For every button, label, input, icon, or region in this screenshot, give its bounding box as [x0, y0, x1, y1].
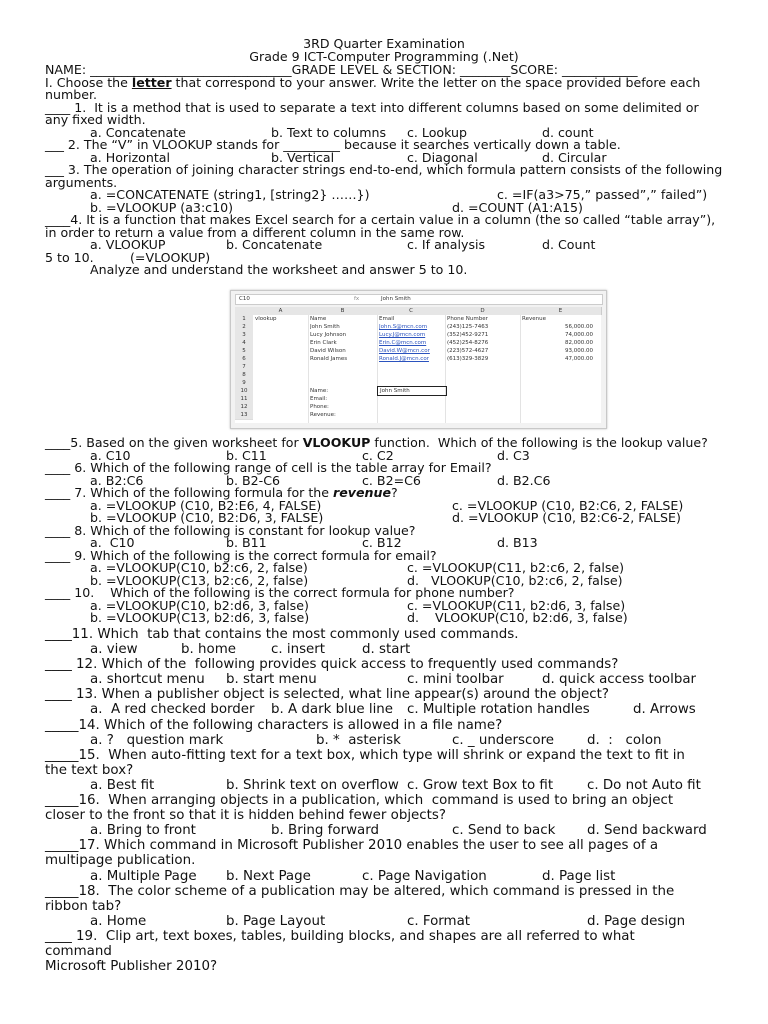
option-c: c. =VLOOKUP(C11, b2:d6, 3, false): [407, 597, 626, 613]
question-18: [45, 884, 725, 929]
row-number: 5: [235, 347, 253, 356]
section-range: [45, 249, 725, 265]
question-17: [45, 838, 725, 883]
question-text: ____ 7. Which of the following formula for the revenue?: [45, 485, 398, 500]
data-cell: (613)329-3829: [447, 356, 489, 362]
option-a: a. Bring to front: [90, 823, 196, 839]
option-a: a. Home: [90, 913, 147, 929]
question-text: command: [45, 943, 112, 959]
email-cell: Ronald.J@mcn.cor: [379, 356, 429, 362]
row-number: 13: [235, 411, 253, 420]
name-line: NAME: ________________________________GRADE LEVEL & SECTION: ________SCORE: ____________: [45, 62, 638, 77]
selected-cell-c10[interactable]: John Smith: [377, 386, 447, 396]
option-a: a. =VLOOKUP(C10, b2:d6, 3, false): [90, 597, 309, 613]
data-cell: (352)452-9271: [447, 332, 489, 338]
option-c: c. Page Navigation: [362, 868, 487, 884]
option-c: c. _ underscore: [452, 732, 555, 748]
option-d: d. VLOOKUP(C10, b2:d6, 3, false): [407, 610, 628, 625]
email-cell: David.W@mcn.cor: [379, 348, 430, 354]
option-d: d. count: [542, 124, 594, 140]
question-10: [45, 587, 725, 625]
question-16: [45, 793, 725, 838]
worksheet-instruction: Analyze and understand the worksheet and answer 5 to 10.: [90, 262, 468, 277]
question-text: ____ 1. It is a method that is used to separate a text into different columns based on some delimited or: [45, 99, 699, 115]
formula-value: John Smith: [381, 296, 411, 302]
exam-subtitle: Grade 9 ICT-Computer Programming (.Net): [249, 49, 519, 64]
question-1: [45, 99, 725, 140]
column-header: A: [253, 307, 309, 315]
email-cell: John.S@mcn.com: [379, 324, 428, 330]
option-a: a. VLOOKUP: [90, 237, 166, 252]
option-a: a. =VLOOKUP (C10, B2:E6, 4, FALSE): [90, 497, 322, 513]
data-cell: Lucy Johnson: [310, 332, 347, 338]
data-cell: (243)125-7463: [447, 324, 489, 330]
name-box: C10: [239, 296, 250, 302]
function-label: (=VLOOKUP): [130, 249, 211, 265]
option-b: b. start menu: [226, 672, 317, 688]
row-number: 11: [235, 395, 253, 404]
question-text: Microsoft Publisher 2010?: [45, 959, 218, 975]
question-4: [45, 214, 725, 252]
data-cell: 56,000.00: [565, 324, 593, 330]
question-text: ___ 3. The operation of joining character strings end-to-end, which formula pattern consists of the following: [45, 162, 723, 177]
exam-body-3: [45, 627, 725, 974]
option-b: b. Bring forward: [271, 823, 380, 839]
option-d: d. Circular: [542, 149, 607, 165]
email-cell: Lucy.J@mcn.com: [379, 332, 426, 338]
option-b: b. Vertical: [271, 149, 335, 165]
question-2: [45, 139, 725, 164]
data-cell: 47,000.00: [565, 356, 593, 362]
option-a: a. C10: [90, 447, 131, 463]
option-b: b. B11: [226, 535, 267, 550]
question-text: ____ 12. Which of the following provides quick access to frequently used commands?: [45, 657, 619, 673]
question-8: [45, 522, 725, 550]
option-c: c. If analysis: [407, 237, 486, 252]
option-c: c. Format: [407, 913, 471, 929]
data-cell: (223)572-4627: [447, 348, 489, 354]
question-12: [45, 657, 725, 687]
option-c: c. Diagonal: [407, 149, 478, 165]
question-text: _____16. When arranging objects in a publication, which command is used to bring an object: [45, 793, 674, 809]
header-cell: Email: [379, 316, 395, 322]
option-a: a. Multiple Page: [90, 868, 197, 884]
question-text: ____ 10. Which of the following is the correct formula for phone number?: [45, 585, 515, 600]
option-c: c. insert: [271, 642, 326, 658]
row-number: 4: [235, 339, 253, 348]
instructions: I. Choose the letter that correspond to your answer. Write the letter on the space provided before each: [45, 74, 701, 90]
option-a: a. C10: [90, 535, 135, 550]
question-11: [45, 627, 725, 657]
question-text: in order to return a value from a different column in the same row.: [45, 224, 465, 240]
worksheet-grid: [235, 307, 601, 423]
option-c: c. Grow text Box to fit: [407, 777, 554, 793]
header-cell: Phone Number: [447, 316, 488, 322]
option-a: a. B2:C6: [90, 472, 144, 488]
column-header: D: [445, 307, 521, 315]
question-text: _____17. Which command in Microsoft Publisher 2010 enables the user to see all pages of a: [45, 838, 659, 854]
option-b: b. Shrink text on overflow: [226, 777, 399, 793]
row-number: 3: [235, 331, 253, 340]
question-13: [45, 687, 725, 717]
option-d: d. B13: [497, 535, 538, 550]
question-text: ____ 13. When a publisher object is selected, what line appear(s) around the object?: [45, 687, 610, 703]
option-c: c. =IF(a3>75,” passed”,” failed”): [497, 187, 708, 202]
option-c: c. mini toolbar: [407, 672, 504, 688]
option-b: b. Next Page: [226, 868, 311, 884]
cell-a1: vlookup: [255, 316, 277, 322]
question-14: [45, 718, 725, 748]
question-5: [45, 437, 725, 462]
row-number: 9: [235, 379, 253, 388]
column-header: C: [377, 307, 446, 315]
question-text: ____4. It is a function that makes Excel search for a certain value in a column (the so called “table array”),: [45, 212, 716, 227]
option-b: b. Page Layout: [226, 913, 326, 929]
option-c: c. =VLOOKUP (C10, B2:C6, 2, FALSE): [452, 497, 684, 513]
option-a: a. A red checked border: [90, 702, 255, 718]
option-d: d. Page list: [542, 868, 616, 884]
question-text: ____ 8. Which of the following is constant for lookup value?: [45, 522, 416, 538]
formula-bar: [235, 294, 603, 305]
option-d: d. VLOOKUP(C10, b2:c6, 2, false): [407, 572, 623, 588]
column-header: E: [520, 307, 602, 315]
fx-icon: fx: [354, 296, 360, 302]
option-d: d. Send backward: [587, 823, 707, 839]
question-6: [45, 462, 725, 487]
option-a: a. =VLOOKUP(C10, b2:c6, 2, false): [90, 560, 308, 575]
option-c: c. B12: [362, 535, 402, 550]
row-number: 8: [235, 371, 253, 380]
question-19: [45, 929, 725, 974]
option-b: b. home: [181, 642, 236, 658]
option-d: c. Do not Auto fit: [587, 777, 701, 793]
option-c: c. =VLOOKUP(C11, b2:c6, 2, false): [407, 560, 625, 575]
header-cell: Revenue: [522, 316, 546, 322]
option-b: b. C11: [226, 447, 267, 463]
question-text: ____5. Based on the given worksheet for VLOOKUP function. Which of the following is the lookup value?: [45, 435, 708, 450]
question-text: _____18. The color scheme of a publication may be altered, which command is pressed in the: [45, 883, 675, 899]
option-a: a. =CONCATENATE (string1, [string2} ……}): [90, 187, 370, 202]
data-cell: Ronald James: [310, 356, 348, 362]
label-cell: Phone:: [310, 404, 329, 410]
option-b: b. Concatenate: [226, 237, 323, 252]
question-9: [45, 547, 725, 588]
option-b: b. Text to columns: [271, 124, 387, 140]
option-a: a. Concatenate: [90, 124, 186, 140]
option-c: c. Send to back: [452, 823, 556, 839]
question-text: multipage publication.: [45, 853, 196, 869]
option-c: c. C2: [362, 447, 394, 463]
question-text: ____ 9. Which of the following is the correct formula for email?: [45, 547, 437, 563]
question-text: ____11. Which tab that contains the most commonly used commands.: [45, 627, 519, 642]
option-d: d. Page design: [587, 913, 686, 929]
row-number: 6: [235, 355, 253, 364]
data-cell: 74,000.00: [565, 332, 593, 338]
option-b: b. =VLOOKUP(C13, b2:c6, 2, false): [90, 572, 309, 588]
label-cell: Name:: [310, 388, 329, 394]
question-7: [45, 487, 725, 525]
option-c: c. B2=C6: [362, 472, 421, 488]
row-number: 1: [235, 315, 253, 324]
option-c: c. Multiple rotation handles: [407, 702, 590, 718]
question-text: ____ 19. Clip art, text boxes, tables, building blocks, and shapes are all referred to what: [45, 928, 635, 944]
option-d: d. =COUNT (A1:A15): [452, 199, 583, 215]
option-b: b. A dark blue line: [271, 702, 394, 718]
label-cell: Revenue:: [310, 412, 336, 418]
row-number: 10: [235, 387, 253, 396]
instructions-cont: number.: [45, 87, 97, 102]
range-label: 5 to 10.: [45, 249, 94, 265]
worksheet-image: [230, 290, 607, 429]
option-b: b. =VLOOKUP(C13, b2:d6, 3, false): [90, 610, 310, 625]
option-a: a. Best fit: [90, 777, 155, 793]
row-number: 2: [235, 323, 253, 332]
row-number: 12: [235, 403, 253, 412]
email-cell: Erin.C@mcn.com: [379, 340, 427, 346]
question-text: _____14. Which of the following characters is allowed in a file name?: [45, 717, 503, 733]
option-b: b. =VLOOKUP (C10, B2:D6, 3, FALSE): [90, 510, 324, 525]
data-cell: Erin Clark: [310, 340, 337, 346]
question-text: ____ 6. Which of the following range of cell is the table array for Email?: [45, 460, 492, 475]
data-cell: 82,000.00: [565, 340, 593, 346]
question-text: ribbon tab?: [45, 898, 122, 914]
data-cell: John Smith: [310, 324, 340, 330]
column-header: B: [308, 307, 378, 315]
option-d: d. C3: [497, 447, 530, 463]
header-cell: Name: [310, 316, 327, 322]
question-15: [45, 748, 725, 793]
option-a: a. ? question mark: [90, 732, 224, 748]
option-b: b. B2-C6: [226, 472, 281, 488]
option-a: a. Horizontal: [90, 149, 171, 165]
data-cell: (452)254-8276: [447, 340, 489, 346]
exam-body-2: [45, 437, 725, 625]
option-d: d. Count: [542, 237, 596, 252]
question-text: arguments.: [45, 174, 118, 190]
option-d: d. start: [362, 642, 411, 658]
question-text: the text box?: [45, 762, 134, 778]
row-number: 7: [235, 363, 253, 372]
option-d: d. B2.C6: [497, 472, 551, 488]
option-b: b. * asterisk: [316, 732, 401, 748]
data-cell: David Wilson: [310, 348, 346, 354]
question-text: closer to the front so that it is hidden behind fewer objects?: [45, 808, 446, 824]
option-d: d. : colon: [587, 732, 662, 748]
question-text: ___ 2. The “V” in VLOOKUP stands for _________ because it searches vertically down a table.: [45, 137, 621, 152]
option-d: d. Arrows: [633, 702, 696, 718]
option-b: b. =VLOOKUP (a3:c10): [90, 199, 234, 215]
option-a: a. shortcut menu: [90, 672, 205, 688]
label-cell: Email:: [310, 396, 328, 402]
option-c: c. Lookup: [407, 124, 468, 140]
option-d: d. quick access toolbar: [542, 672, 697, 688]
option-d: d. =VLOOKUP (C10, B2:C6-2, FALSE): [452, 510, 681, 525]
question-3: [45, 164, 725, 214]
question-text: any fixed width.: [45, 112, 146, 127]
data-cell: 93,000.00: [565, 348, 593, 354]
exam-title: 3RD Quarter Examination: [303, 36, 465, 51]
exam-body: [45, 64, 725, 277]
option-a: a. view: [90, 642, 138, 658]
question-text: _____15. When auto-fitting text for a text box, which type will shrink or expand the text to fit in: [45, 747, 685, 763]
